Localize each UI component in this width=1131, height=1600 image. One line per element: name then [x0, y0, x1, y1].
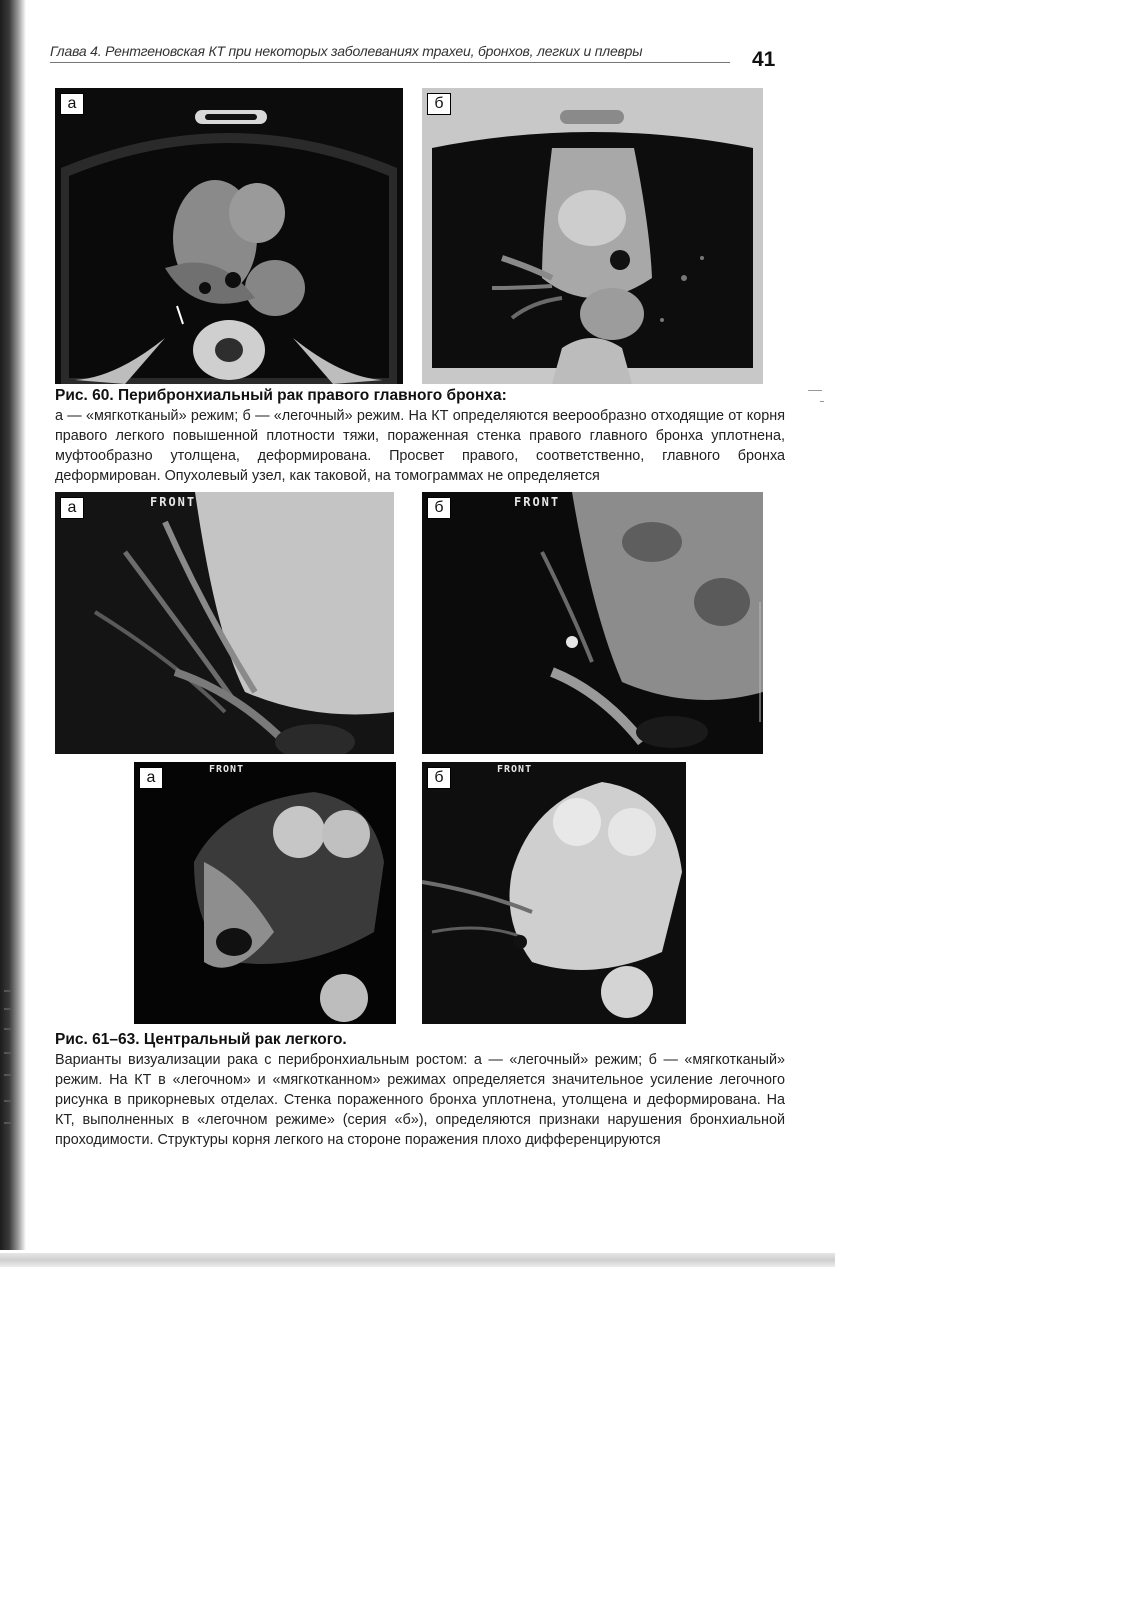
header-rule	[50, 62, 730, 63]
running-head: Глава 4. Рентгеновская КТ при некоторых заболеваниях трахеи, бронхов, легких и плевры	[50, 43, 643, 59]
ct-image-soft-tissue	[55, 88, 403, 384]
ct-image-lung-window	[422, 88, 763, 384]
panel-label-a: а	[139, 767, 163, 789]
caption-fig61-63	[55, 1030, 785, 1150]
ct-fig61-row1-panel-b	[422, 492, 763, 754]
scan-edge-strip	[0, 1253, 835, 1267]
caption-fig61-63-body: Варианты визуализации рака с перибронхиальным ростом: а — «легочный» режим; б — «мягкотканый» режим. На КТ в «легочном» и «мягкотканном» режимах определяется значительное усиление легочного рисунка в прикорневых отделах. Стенка пораженного бронха уплотнена, утолщена и деформирована. На КТ, выполненных в «легочном режиме» (серия «б»), определяются признаки нарушения бронхиальной проходимости. Структуры корня легкого на стороне поражения плохо дифференцируются	[55, 1052, 785, 1148]
front-overlay-label: FRONT	[209, 764, 245, 775]
scan-speck	[808, 390, 822, 391]
spine-margin-marks	[4, 990, 14, 1130]
front-overlay-label: FRONT	[514, 495, 561, 509]
front-overlay-label: FRONT	[150, 495, 197, 509]
caption-fig60-body: а — «мягкотканый» режим; б — «легочный» режим. На КТ определяются веерообразно отходящие от корня правого легкого повышенной плотности тяжи, пораженная стенка правого главного бронха уплотнена, муфтообразно утолщена, деформирована. Просвет правого, соответственно, главного бронха деформирован. Опухолевый узел, как таковой, на томограммах не определяется	[55, 408, 785, 484]
panel-label-a: а	[60, 497, 84, 519]
panel-label-b: б	[427, 497, 451, 519]
ct-image-soft-tissue-detail	[422, 492, 763, 754]
ct-fig61-row2-panel-a	[134, 762, 396, 1024]
scan-speck	[820, 401, 824, 402]
ct-fig61-row2-panel-b	[422, 762, 686, 1024]
ct-image-lung-detail	[55, 492, 394, 754]
ct-image-mediastinum-lung	[422, 762, 686, 1024]
panel-label-b: б	[427, 93, 451, 115]
ct-fig60-panel-a	[55, 88, 403, 384]
panel-label-b: б	[427, 767, 451, 789]
panel-label-a: а	[60, 93, 84, 115]
ct-fig60-panel-b	[422, 88, 763, 384]
caption-fig61-63-title: Рис. 61–63. Центральный рак легкого.	[55, 1031, 347, 1048]
front-overlay-label: FRONT	[497, 764, 533, 775]
page-number: 41	[752, 48, 776, 71]
caption-fig60	[55, 386, 785, 486]
caption-fig60-title: Рис. 60. Перибронхиальный рак правого главного бронха:	[55, 387, 507, 404]
ct-fig61-row1-panel-a	[55, 492, 394, 754]
ct-image-mediastinum	[134, 762, 396, 1024]
